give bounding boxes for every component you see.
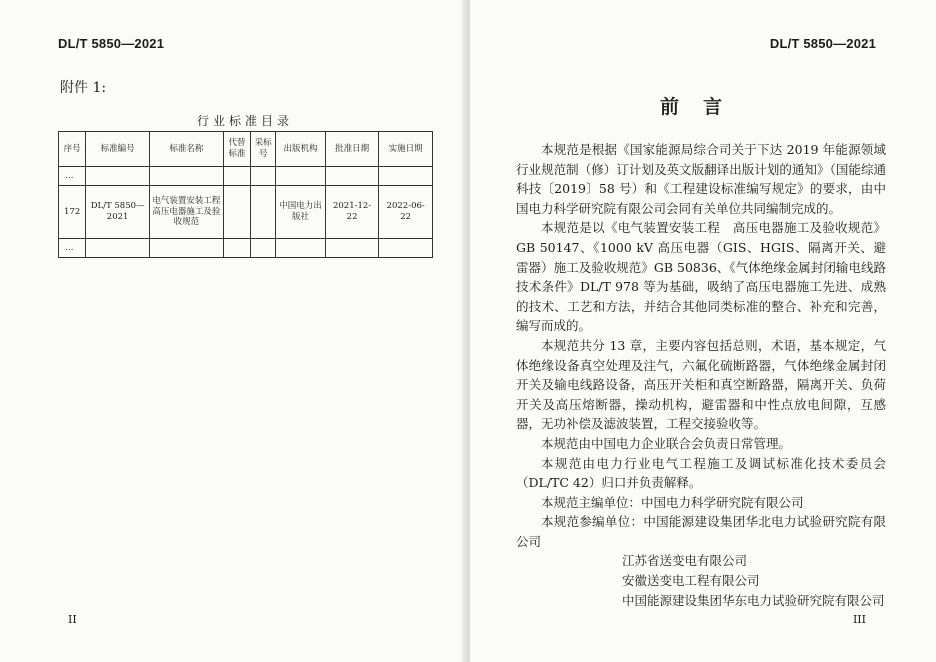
table-cell: DL/T 5850—2021 bbox=[86, 186, 150, 239]
right-header-code: DL/T 5850—2021 bbox=[769, 36, 876, 51]
right-page-number: III bbox=[852, 613, 866, 626]
participating-unit: 中国能源建设集团华东电力试验研究院有限公司 bbox=[622, 592, 885, 608]
right-page bbox=[470, 0, 936, 662]
table-row bbox=[59, 239, 433, 258]
participating-label: 本规范参编单位： bbox=[541, 514, 644, 530]
left-page-number: II bbox=[68, 613, 77, 626]
preface-paragraph: 本规范共分 13 章，主要内容包括总则，术语，基本规定，气体绝缘设备真空处理及注气，六氟化硫断路器，气体绝缘金属封闭开关及输电线路设备，高压开关柜和真空断路器，隔离开关、负荷开关及高压熔断器，操动机构，避雷器和中性点放电间隙，互感器，无功补偿及滤波装置，工程交接验收等。 bbox=[516, 337, 886, 432]
col-header-effective-date: 实施日期 bbox=[379, 132, 433, 167]
table-cell bbox=[251, 186, 276, 239]
col-header-publisher: 出版机构 bbox=[276, 132, 326, 167]
table-cell: 中国电力出版社 bbox=[276, 186, 326, 239]
left-header-code: DL/T 5850—2021 bbox=[58, 36, 165, 51]
table-cell bbox=[223, 186, 250, 239]
preface-paragraph: 本规范由中国电力企业联合会负责日常管理。 bbox=[541, 435, 792, 451]
table-cell: 2021-12-22 bbox=[325, 186, 379, 239]
annex-label: 附件 1: bbox=[60, 80, 107, 96]
col-header-name: 标准名称 bbox=[149, 132, 223, 167]
left-page bbox=[0, 0, 466, 662]
preface-body bbox=[516, 140, 886, 610]
table-cell: 172 bbox=[59, 186, 86, 239]
table-cell: 电气装置安装工程 高压电器施工及验收规范 bbox=[149, 186, 223, 239]
col-header-serial: 序号 bbox=[59, 132, 86, 167]
table-header-row bbox=[59, 132, 433, 167]
table-title: 行业标准目录 bbox=[196, 114, 293, 128]
participating-unit-line bbox=[516, 512, 886, 551]
standards-catalog-table bbox=[58, 131, 433, 258]
table-cell: 2022-06-22 bbox=[379, 186, 433, 239]
preface-title: 前言 bbox=[659, 96, 746, 118]
table-row bbox=[59, 186, 433, 239]
participating-unit: 江苏省送变电有限公司 bbox=[622, 553, 748, 569]
participating-unit: 安徽送变电工程有限公司 bbox=[622, 573, 760, 589]
table-row bbox=[59, 167, 433, 186]
table-cell: … bbox=[59, 167, 86, 186]
preface-paragraph: 本规范是根据《国家能源局综合司关于下达 2019 年能源领域行业规范制（修）订计划及英文版翻译出版计划的通知》（国能综通科技〔2019〕58 号）和《工程建设标准编写规定》的要求，由中国电力科学研究院有限公司会同有关单位共同编制完成的。 bbox=[516, 142, 886, 216]
col-header-approve-date: 批准日期 bbox=[325, 132, 379, 167]
participating-unit: 中国能源建设集团华北电力试验研究院有限公司 bbox=[516, 514, 886, 549]
chief-unit-line bbox=[516, 493, 886, 513]
chief-unit-label: 本规范主编单位： bbox=[541, 494, 642, 510]
col-header-adopt: 采标号 bbox=[251, 132, 276, 167]
table-cell: … bbox=[59, 239, 86, 258]
preface-paragraph: 本规范是以《电气装置安装工程 高压电器施工及验收规范》GB 50147、《1000 kV 高压电器（GIS、HGIS、隔离开关、避雷器）施工及验收规范》GB 50836、《气体绝缘金属封闭输电线路技术条件》DL/T 978 等为基础，吸纳了高压电器施工先进、成熟的技术、工艺和方法，并结合其他同类标准的整合、补充和完善，编写而成的。 bbox=[516, 220, 886, 334]
chief-unit: 中国电力科学研究院有限公司 bbox=[641, 494, 804, 510]
preface-paragraph: 本规范由电力行业电气工程施工及调试标准化技术委员会（DL/TC 42）归口并负责解释。 bbox=[516, 455, 886, 491]
col-header-replace: 代替标准 bbox=[223, 132, 250, 167]
col-header-number: 标准编号 bbox=[86, 132, 150, 167]
